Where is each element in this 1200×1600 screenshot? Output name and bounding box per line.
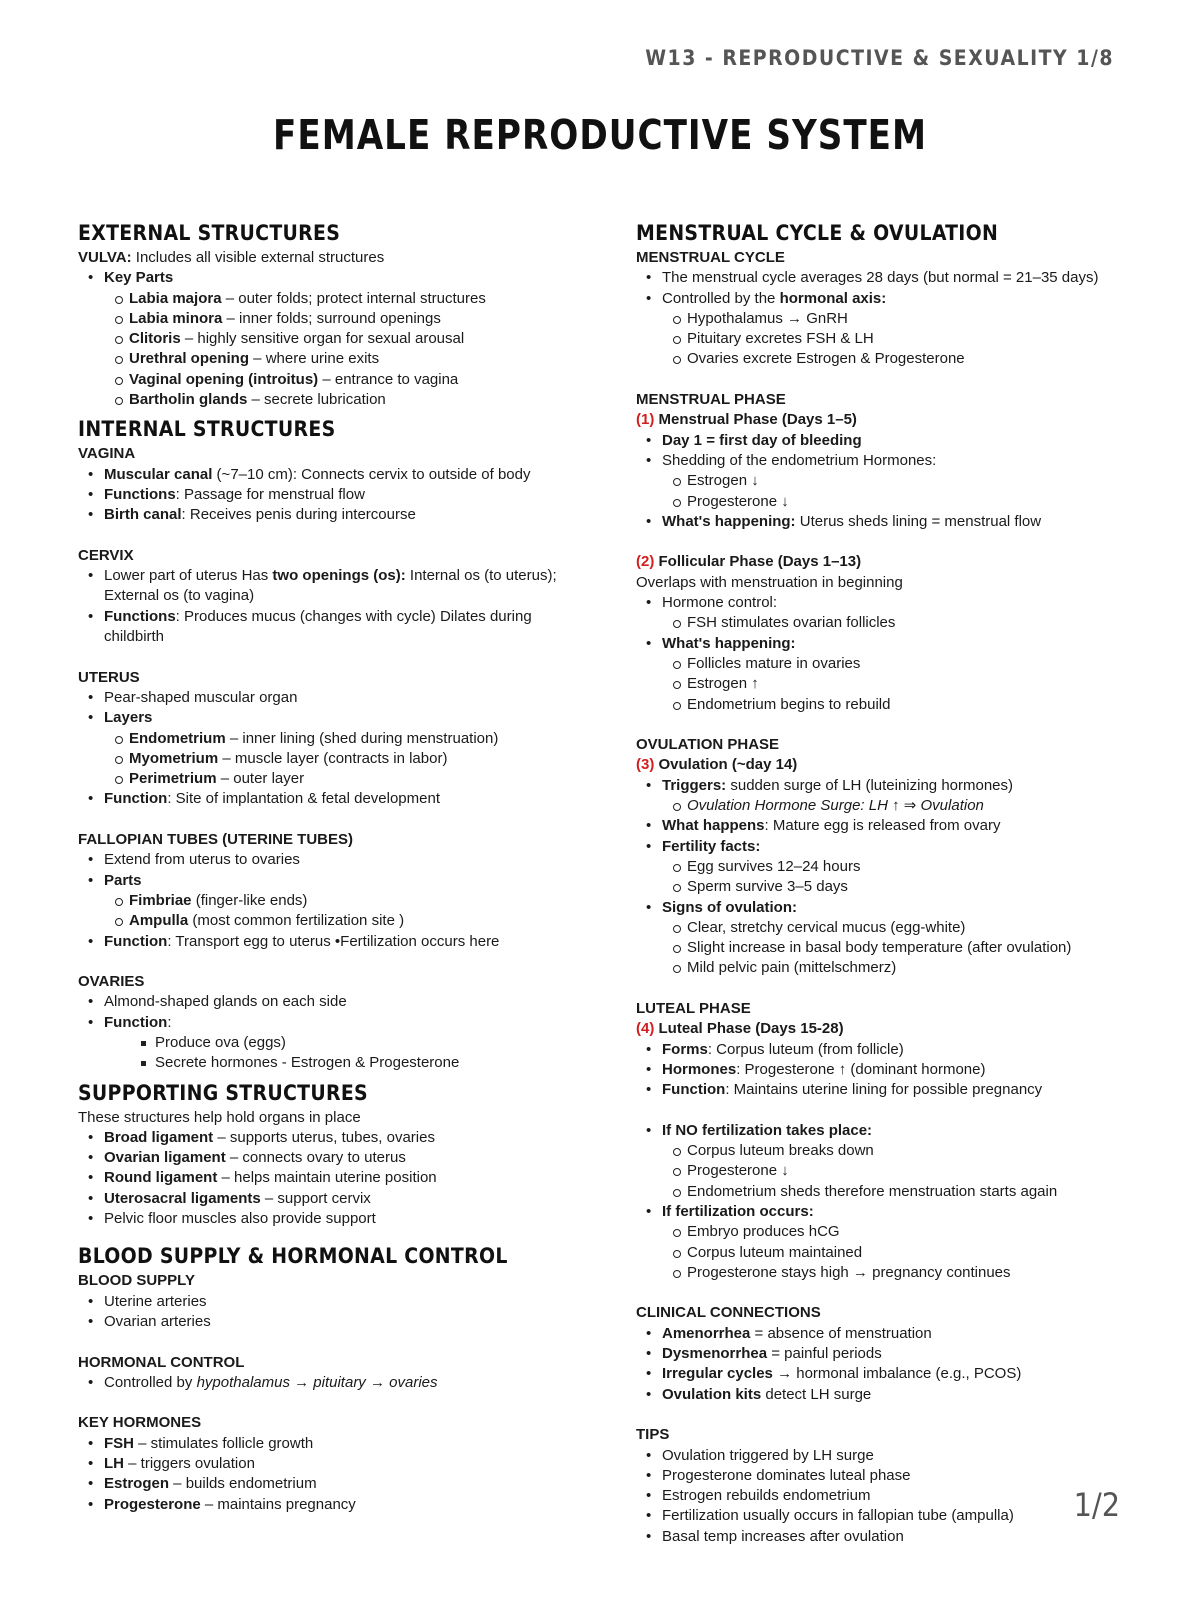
term-desc: – muscle layer (contracts in labor) [218,749,448,767]
term-desc: Hormone control: [662,594,778,612]
term-desc: Follicles mature in ovaries [687,654,861,672]
list-item [78,891,590,911]
term-desc: Embryo produces hCG [687,1223,840,1241]
phase-number: (4) [636,1020,655,1038]
subheading-menstrual-phase: MENSTRUAL PHASE [636,391,786,409]
list-item [636,1202,1136,1222]
list-item [636,674,1136,694]
term: Myometrium [129,749,219,767]
term: Bartholin glands [129,391,248,409]
term: Muscular canal [104,465,213,483]
list-item [636,857,1136,877]
list-item [78,607,558,648]
term: Ovarian ligament [104,1149,226,1167]
list-item [636,796,1136,816]
page-title: FEMALE REPRODUCTIVE SYSTEM [272,111,928,159]
term-desc: Corpus luteum maintained [687,1243,863,1261]
term-desc: Hypothalamus → GnRH [687,309,848,327]
list-item [636,1324,1136,1344]
left-column [78,220,590,1515]
term: Function [104,790,168,808]
term-desc: Mild pelvic pain (mittelschmerz) [687,959,897,977]
term-desc: Clear, stretchy cervical mucus (egg-white) [687,918,966,936]
term-desc: – where urine exits [249,350,380,368]
term-desc: Ovaries excrete Estrogen & Progesterone [687,350,965,368]
term-desc: sudden surge of LH (luteinizing hormones) [726,776,1014,794]
term-desc: : Mature egg is released from ovary [764,817,1001,835]
list-item [78,309,590,329]
term-desc: – secrete lubrication [247,391,386,409]
list-item [78,1373,590,1393]
term: Birth canal [104,506,182,524]
term-desc: Estrogen ↓ [687,472,759,490]
term: Triggers: [662,776,727,794]
term: What's happening: [662,512,796,530]
list-item [636,634,1136,654]
term-desc: = painful periods [767,1345,882,1363]
term-desc: – highly sensitive organ for sexual arousal [180,330,465,348]
subheading-hormonal-control: HORMONAL CONTROL [78,1353,245,1371]
list-item [636,1161,1136,1181]
term: Ovulation kits [662,1385,762,1403]
term-desc: : Site of implantation & fetal development [167,790,440,808]
list-item [636,958,1136,978]
term-italic: LH ↑ ⇒ Ovulation [868,797,984,815]
subheading-clinical: CLINICAL CONNECTIONS [636,1304,821,1322]
term: LH [104,1455,124,1473]
term: FSH [104,1434,134,1452]
list-item [636,1466,1136,1486]
section-heading-supporting: SUPPORTING STRUCTURES [78,1080,368,1105]
term: Progesterone [104,1495,201,1513]
term: Amenorrhea [662,1324,751,1342]
term-desc: Uterine arteries [104,1292,207,1310]
phase-title [636,755,1136,775]
term-desc: Internal os (to uterus); External os (to vagina) [104,567,557,605]
subheading-vagina: VAGINA [78,445,136,463]
list-item [636,654,1136,674]
term-desc: : Maintains uterine lining for possible pregnancy [725,1081,1043,1099]
term-desc: Ovulation triggered by LH surge [662,1446,874,1464]
term: Urethral opening [129,350,250,368]
term-desc: Almond-shaped glands on each side [104,993,347,1011]
term-desc: : Transport egg to uterus •Fertilization occurs here [167,932,500,950]
list-item [636,1527,1136,1547]
term-desc: – support cervix [260,1189,371,1207]
term-desc: Progesterone ↓ [687,1162,789,1180]
term: Clitoris [129,330,181,348]
term: hormonal axis: [779,289,887,307]
list-item [78,505,590,525]
term: Functions [104,485,176,503]
section-heading-external: EXTERNAL STRUCTURES [78,221,341,245]
term-desc: : Passage for menstrual flow [175,485,365,503]
term-desc: FSH stimulates ovarian follicles [687,614,896,632]
term: Perimetrium [129,770,217,788]
term: Fimbriae [129,891,192,909]
term-desc: Fertilization usually occurs in fallopian tube (ampulla) [662,1507,1014,1525]
term-desc: : Produces mucus (changes with cycle) Dilates during childbirth [104,607,532,646]
list-item [78,1312,590,1332]
list-item [636,1486,1136,1506]
list-item [636,1263,1136,1283]
term-italic: Ovulation Hormone Surge: [687,797,869,815]
key-parts-label: Key Parts [104,269,174,287]
vulva-label: VULVA: [78,249,132,266]
subheading-tips: TIPS [636,1426,670,1444]
term-desc: – outer folds; protect internal structures [221,289,486,307]
phase-number: (2) [636,553,655,571]
list-item [636,1040,1136,1060]
phase-title [636,410,1136,430]
list-item [636,837,1136,857]
term-desc: Lower part of uterus Has [104,567,273,585]
term: Layers [104,709,153,727]
section-heading-internal: INTERNAL STRUCTURES [78,417,336,442]
list-item [78,370,590,390]
list-item [636,1121,1136,1141]
term: Parts [104,871,142,889]
term-desc: Pituitary excretes FSH & LH [687,330,874,348]
term: Function [662,1081,726,1099]
list-item [78,911,590,931]
section-heading-blood: BLOOD SUPPLY & HORMONAL CONTROL [78,1244,508,1269]
term-desc: Slight increase in basal body temperature (after ovulation) [687,939,1072,957]
term-desc: → hormonal imbalance (e.g., PCOS) [772,1365,1022,1383]
term: Function [104,932,168,950]
term-desc: – builds endometrium [169,1475,317,1493]
term-desc: : Corpus luteum (from follicle) [707,1040,904,1058]
term-desc: Ovarian arteries [104,1312,211,1330]
list-item [636,1506,1136,1526]
term: If fertilization occurs: [662,1202,814,1220]
term-desc: (most common fertilization site ) [188,912,405,930]
term-desc: Shedding of the endometrium Hormones: [662,451,937,469]
list-item [78,1128,590,1148]
term: Signs of ovulation: [662,898,797,916]
list-item [636,512,1136,532]
term-desc: Pelvic floor muscles also provide support [104,1210,376,1228]
term: Estrogen [104,1475,170,1493]
vulva-line [78,248,590,268]
page-number: 1/2 [1073,1486,1120,1524]
term-desc: detect LH surge [761,1385,872,1403]
term-desc: Estrogen rebuilds endometrium [662,1487,871,1505]
term: Labia majora [129,289,222,307]
term-desc: Estrogen ↑ [687,675,759,693]
list-item [636,1182,1136,1202]
term-desc: Endometrium sheds therefore menstruation starts again [687,1182,1058,1200]
phase-title [636,552,1136,572]
term-desc: – connects ovary to uterus [225,1149,406,1167]
term-desc: – stimulates follicle growth [134,1434,314,1452]
list-item [636,1080,1136,1100]
list-item [78,1434,590,1454]
list-item [78,789,590,809]
term: Forms [662,1040,708,1058]
list-item [78,708,590,728]
list-item [636,776,1136,796]
term-desc: = absence of menstruation [750,1324,932,1342]
subheading-key-hormones: KEY HORMONES [78,1414,202,1432]
vulva-text: Includes all visible external structures [131,249,385,266]
term-desc: Corpus luteum breaks down [687,1142,874,1160]
list-item [636,471,1136,491]
term: Broad ligament [104,1128,214,1146]
list-item [78,1209,590,1229]
list-item [78,932,590,952]
list-item [78,1474,590,1494]
phase-note: Overlaps with menstruation in beginning [636,573,903,591]
term: Ampulla [129,912,189,930]
list-item [78,485,590,505]
list-item [636,877,1136,897]
list-item [636,329,1136,349]
list-item [636,613,1136,633]
term-desc: Endometrium begins to rebuild [687,695,891,713]
term-desc: – helps maintain uterine position [217,1169,437,1187]
list-item [636,1243,1136,1263]
term-desc: – inner lining (shed during menstruation) [225,729,499,747]
list-item [636,309,1136,329]
list-item [636,451,1136,471]
term: Endometrium [129,729,226,747]
subheading-fallopian-tubes: FALLOPIAN TUBES (UTERINE TUBES) [78,831,354,849]
list-item [636,492,1136,512]
subheading-luteal-phase: LUTEAL PHASE [636,999,751,1017]
list-item [78,1495,590,1515]
list-item [636,816,1136,836]
term-desc: The menstrual cycle averages 28 days (but normal = 21–35 days) [662,269,1099,287]
term-desc: – triggers ovulation [124,1455,255,1473]
subheading-ovulation-phase: OVULATION PHASE [636,736,780,754]
list-item [78,1033,590,1053]
term-desc: Extend from uterus to ovaries [104,851,300,869]
list-item [636,593,1136,613]
list-item [78,688,590,708]
list-item [636,1222,1136,1242]
list-item [636,431,1136,451]
term: Hormones [662,1060,737,1078]
term-desc: Egg survives 12–24 hours [687,857,861,875]
page-header-tag: W13 - REPRODUCTIVE & SEXUALITY 1/8 [645,46,1114,70]
term: Vaginal opening (introitus) [129,370,319,388]
list-item [78,566,578,607]
term-italic: hypothalamus → pituitary → ovaries [196,1373,438,1391]
list-item [78,1013,590,1033]
subheading-uterus: UTERUS [78,668,140,686]
term: What happens [662,817,765,835]
term-desc: : [167,1013,172,1031]
list-item [78,769,590,789]
term: two openings (os): [272,567,406,585]
subheading-menstrual-cycle: MENSTRUAL CYCLE [636,249,785,266]
list-item [78,349,590,369]
term-desc: Progesterone dominates luteal phase [662,1466,911,1484]
list-item [78,289,590,309]
term-desc: – supports uterus, tubes, ovaries [213,1128,435,1146]
list-item [636,1364,1136,1384]
term-desc: – inner folds; surround openings [222,309,441,327]
term-desc: Uterus sheds lining = menstrual flow [795,512,1042,530]
term: Function [104,1013,168,1031]
term-desc: Sperm survive 3–5 days [687,878,848,896]
term: Round ligament [104,1169,218,1187]
list-item [78,1292,590,1312]
phase-title-text: Luteal Phase (Days 15-28) [654,1020,844,1038]
phase-title [636,1019,1136,1039]
list-item [78,729,590,749]
list-item [78,1454,590,1474]
list-item [78,268,590,288]
list-item [636,1141,1136,1161]
list-item [636,898,1136,918]
list-item [636,268,1136,288]
phase-title-text: Ovulation (~day 14) [654,756,798,774]
term: Irregular cycles [662,1365,773,1383]
term: Functions [104,607,176,625]
term: What's happening: [662,634,796,652]
term: Uterosacral ligaments [104,1189,261,1207]
list-item [636,695,1136,715]
term: Day 1 = first day of bleeding [662,431,862,449]
term-desc: – entrance to vagina [318,370,459,388]
term: Labia minora [129,309,223,327]
phase-number: (1) [636,411,655,429]
phase-title-text: Follicular Phase (Days 1–13) [654,553,862,571]
term-desc: – maintains pregnancy [200,1495,356,1513]
list-item [636,289,1136,309]
term-desc: Basal temp increases after ovulation [662,1527,904,1545]
term-desc: Controlled by the [662,289,780,307]
term: Fertility facts: [662,837,761,855]
supporting-intro: These structures help hold organs in place [78,1108,361,1126]
list-item [78,1148,590,1168]
list-item [78,1168,590,1188]
list-item [636,1344,1136,1364]
phase-title-text: Menstrual Phase (Days 1–5) [654,411,857,429]
term-desc: : Progesterone ↑ (dominant hormone) [736,1060,986,1078]
list-item [78,1189,590,1209]
term-desc: Produce ova (eggs) [155,1033,286,1051]
list-item [636,1060,1136,1080]
list-item [78,992,590,1012]
list-item [636,918,1136,938]
term-desc: (~7–10 cm): Connects cervix to outside of body [212,465,531,483]
section-heading-cycle: MENSTRUAL CYCLE & OVULATION [636,221,999,245]
term-desc: Secrete hormones - Estrogen & Progesterone [155,1054,460,1072]
list-item [78,871,590,891]
list-item [636,349,1136,369]
term-desc: Controlled by [104,1373,197,1391]
term: If NO fertilization takes place: [662,1121,873,1139]
subheading-blood-supply: BLOOD SUPPLY [78,1272,195,1290]
list-item [78,850,590,870]
term-desc: : Receives penis during intercourse [181,506,416,524]
list-item [78,1053,590,1073]
term-desc: – outer layer [216,770,305,788]
list-item [78,465,590,485]
term-desc: Progesterone ↓ [687,492,789,510]
term-desc: (finger-like ends) [191,891,308,909]
list-item [636,1385,1136,1405]
phase-number: (3) [636,756,655,774]
subheading-cervix: CERVIX [78,546,134,564]
list-item [78,749,590,769]
term-desc: Progesterone stays high → pregnancy continues [687,1263,1011,1281]
list-item [78,390,590,410]
term-desc: Pear-shaped muscular organ [104,688,298,706]
right-column [636,220,1136,1547]
term: Dysmenorrhea [662,1345,768,1363]
list-item [78,329,590,349]
subheading-ovaries: OVARIES [78,973,145,991]
list-item [636,938,1136,958]
list-item [636,1446,1136,1466]
